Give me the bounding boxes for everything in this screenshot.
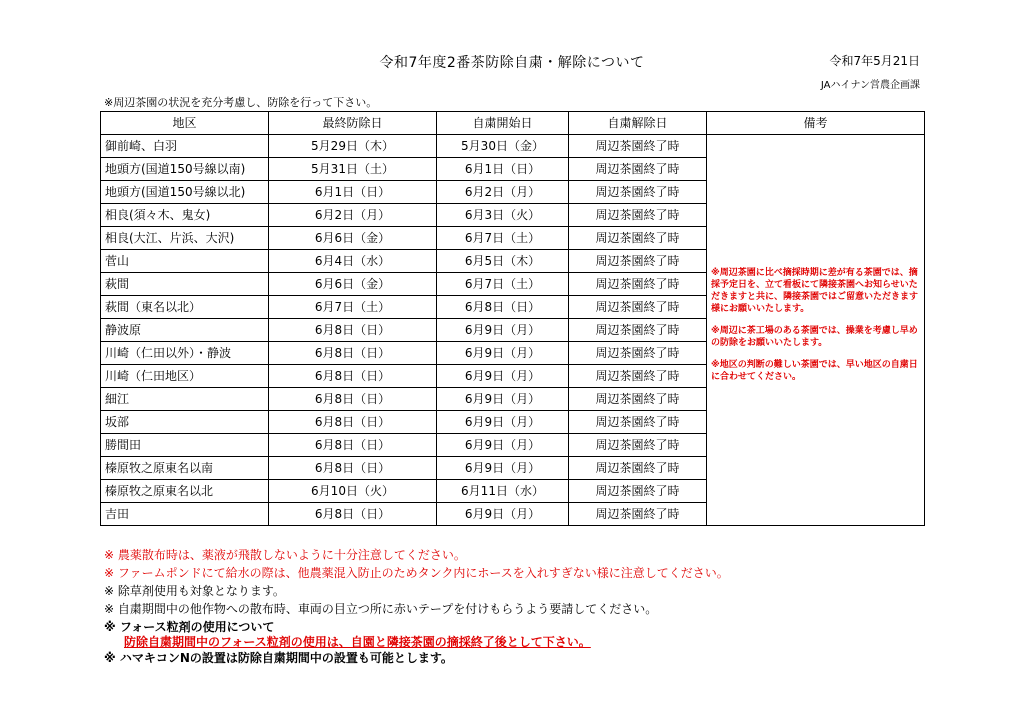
- area-cell: 細江: [101, 388, 269, 411]
- restraint-start-cell: 6月9日（月）: [437, 457, 569, 480]
- area-cell: 相良(大江、片浜、大沢): [101, 227, 269, 250]
- footnote-farm-pond: ※ ファームポンドにて給水の際は、他農薬混入防止のためタンク内にホースを入れすぎない様に注意してください。: [104, 566, 729, 580]
- restraint-release-cell: 周辺茶園終了時: [569, 342, 707, 365]
- restraint-release-cell: 周辺茶園終了時: [569, 135, 707, 158]
- area-cell: 榛原牧之原東名以北: [101, 480, 269, 503]
- area-cell: 吉田: [101, 503, 269, 526]
- area-cell: 静波原: [101, 319, 269, 342]
- area-cell: 御前崎、白羽: [101, 135, 269, 158]
- restraint-start-cell: 6月9日（月）: [437, 434, 569, 457]
- restraint-release-cell: 周辺茶園終了時: [569, 411, 707, 434]
- restraint-release-cell: 周辺茶園終了時: [569, 250, 707, 273]
- restraint-start-cell: 6月7日（土）: [437, 227, 569, 250]
- restraint-start-cell: 6月9日（月）: [437, 503, 569, 526]
- footnote-red-tape: ※ 自粛期間中の他作物への散布時、車両の目立つ所に赤いテープを付けもらうよう要請してください。: [104, 602, 658, 616]
- intro-note: ※周辺茶園の状況を充分考慮し、防除を行って下さい。: [104, 96, 378, 109]
- restraint-release-cell: 周辺茶園終了時: [569, 158, 707, 181]
- area-cell: 川崎（仁田地区）: [101, 365, 269, 388]
- area-cell: 地頭方(国道150号線以南): [101, 158, 269, 181]
- restraint-start-cell: 6月1日（日）: [437, 158, 569, 181]
- restraint-release-cell: 周辺茶園終了時: [569, 365, 707, 388]
- last-spray-date-cell: 5月29日（木）: [269, 135, 437, 158]
- restraint-start-cell: 6月7日（土）: [437, 273, 569, 296]
- last-spray-date-cell: 6月8日（日）: [269, 319, 437, 342]
- header-restraint-release: 自粛解除日: [569, 112, 707, 135]
- issue-date: 令和7年5月21日: [829, 54, 920, 68]
- remarks-cell: [707, 135, 925, 526]
- remarks-paragraph: ※周辺に茶工場のある茶園では、操業を考慮し早めの防除をお願いいたします。: [711, 326, 918, 348]
- last-spray-date-cell: 6月7日（土）: [269, 296, 437, 319]
- header-restraint-start: 自粛開始日: [437, 112, 569, 135]
- last-spray-date-cell: 6月8日（日）: [269, 503, 437, 526]
- restraint-start-cell: 6月9日（月）: [437, 411, 569, 434]
- area-cell: 萩間: [101, 273, 269, 296]
- restraint-release-cell: 周辺茶園終了時: [569, 204, 707, 227]
- restraint-start-cell: 6月9日（月）: [437, 342, 569, 365]
- schedule-table: [100, 111, 925, 526]
- area-cell: 勝間田: [101, 434, 269, 457]
- last-spray-date-cell: 6月8日（日）: [269, 457, 437, 480]
- restraint-start-cell: 6月5日（木）: [437, 250, 569, 273]
- last-spray-date-cell: 6月10日（火）: [269, 480, 437, 503]
- remarks-paragraph: ※地区の判断の難しい茶園では、早い地区の自粛日に合わせてください。: [711, 360, 918, 382]
- restraint-release-cell: 周辺茶園終了時: [569, 273, 707, 296]
- restraint-start-cell: 5月30日（金）: [437, 135, 569, 158]
- restraint-release-cell: 周辺茶園終了時: [569, 319, 707, 342]
- remarks-paragraph: ※周辺茶園に比べ摘採時期に差が有る茶園では、摘採予定日を、立て看板にて隣接茶園へお知らせいただきますと共に、隣接茶園ではご留意いただきます様にお願いいたします。: [711, 268, 919, 314]
- issuing-department: JAハイナン営農企画課: [820, 80, 920, 91]
- area-cell: 菅山: [101, 250, 269, 273]
- footnote-herbicide: ※ 除草剤使用も対象となります。: [104, 584, 285, 598]
- table-body: [101, 135, 925, 526]
- area-cell: 萩間（東名以北）: [101, 296, 269, 319]
- restraint-release-cell: 周辺茶園終了時: [569, 457, 707, 480]
- area-cell: 川崎（仁田以外）・静波: [101, 342, 269, 365]
- last-spray-date-cell: 6月8日（日）: [269, 434, 437, 457]
- header-remarks: 備考: [707, 112, 925, 135]
- restraint-release-cell: 周辺茶園終了時: [569, 434, 707, 457]
- restraint-release-cell: 周辺茶園終了時: [569, 388, 707, 411]
- table-header-row: [101, 112, 925, 135]
- table-row: [101, 135, 925, 158]
- last-spray-date-cell: 6月8日（日）: [269, 342, 437, 365]
- restraint-release-cell: 周辺茶園終了時: [569, 296, 707, 319]
- area-cell: 榛原牧之原東名以南: [101, 457, 269, 480]
- last-spray-date-cell: 6月2日（月）: [269, 204, 437, 227]
- header-last-spray-date: 最終防除日: [269, 112, 437, 135]
- last-spray-date-cell: 5月31日（土）: [269, 158, 437, 181]
- footnote-force-granule-rule: 防除自粛期間中のフォース粒剤の使用は、自園と隣接茶園の摘採終了後として下さい。: [124, 635, 591, 649]
- area-cell: 坂部: [101, 411, 269, 434]
- footnote-force-granule-heading: ※ フォース粒剤の使用について: [104, 620, 275, 634]
- footnote-hamakicon: ※ ハマキコンNの設置は防除自粛期間中の設置も可能とします。: [104, 651, 453, 665]
- restraint-start-cell: 6月9日（月）: [437, 365, 569, 388]
- restraint-start-cell: 6月9日（月）: [437, 388, 569, 411]
- document-title: 令和7年度2番茶防除自粛・解除について: [379, 55, 645, 71]
- header-area: 地区: [101, 112, 269, 135]
- last-spray-date-cell: 6月8日（日）: [269, 388, 437, 411]
- restraint-start-cell: 6月2日（月）: [437, 181, 569, 204]
- last-spray-date-cell: 6月6日（金）: [269, 227, 437, 250]
- restraint-release-cell: 周辺茶園終了時: [569, 503, 707, 526]
- last-spray-date-cell: 6月1日（日）: [269, 181, 437, 204]
- footnote-pesticide-drift: ※ 農薬散布時は、薬液が飛散しないように十分注意してください。: [104, 548, 466, 562]
- area-cell: 相良(須々木、鬼女): [101, 204, 269, 227]
- restraint-start-cell: 6月8日（日）: [437, 296, 569, 319]
- last-spray-date-cell: 6月8日（日）: [269, 365, 437, 388]
- restraint-release-cell: 周辺茶園終了時: [569, 480, 707, 503]
- restraint-start-cell: 6月11日（水）: [437, 480, 569, 503]
- last-spray-date-cell: 6月8日（日）: [269, 411, 437, 434]
- restraint-release-cell: 周辺茶園終了時: [569, 181, 707, 204]
- restraint-release-cell: 周辺茶園終了時: [569, 227, 707, 250]
- area-cell: 地頭方(国道150号線以北): [101, 181, 269, 204]
- restraint-start-cell: 6月3日（火）: [437, 204, 569, 227]
- restraint-start-cell: 6月9日（月）: [437, 319, 569, 342]
- last-spray-date-cell: 6月4日（水）: [269, 250, 437, 273]
- last-spray-date-cell: 6月6日（金）: [269, 273, 437, 296]
